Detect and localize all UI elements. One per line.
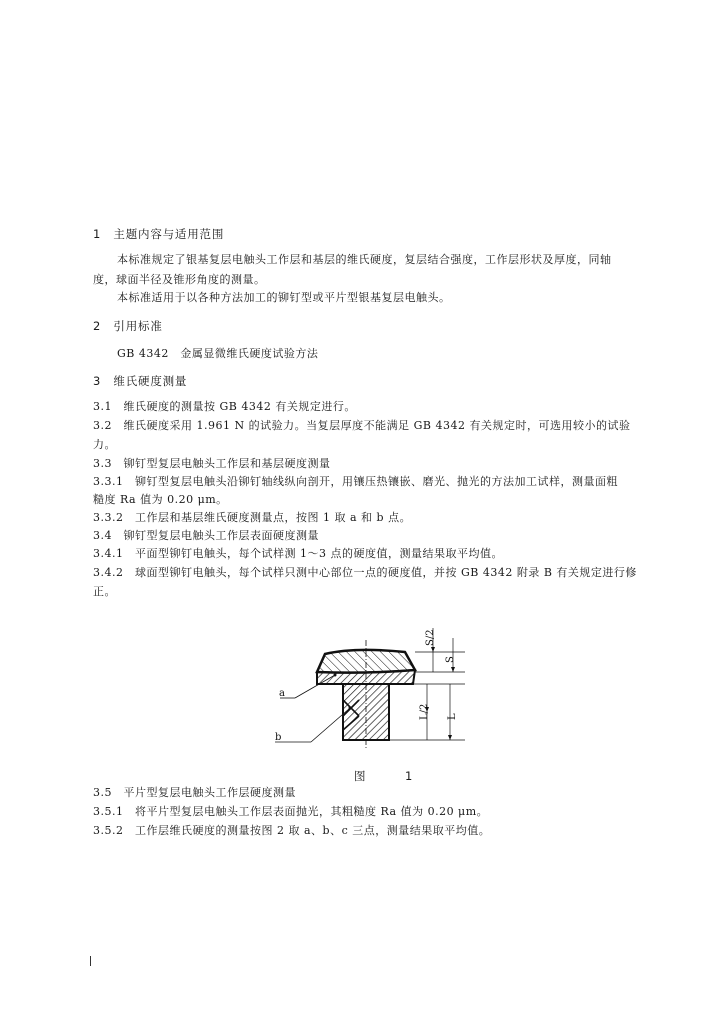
section-1-paragraph-1-line-1: 本标准规定了银基复层电触头工作层和基层的维氏硬度，复层结合强度，工作层形状及厚度，同轴 (117, 253, 612, 266)
label-s-half: S/2 (425, 629, 436, 646)
clause-3-3-1-line-1: 3.3.1 铆钉型复层电触头沿铆钉轴线纵向剖开，用镶压热镶嵌、磨光、抛光的方法加工试样，测量面粗 (93, 475, 618, 488)
clause-3-4-2-line-1: 3.4.2 球面型铆钉电触头，每个试样只测中心部位一点的硬度值，并按 GB 4342 附录 B 有关规定进行修 (93, 566, 637, 579)
section-1-heading: 1 主题内容与适用范围 (93, 227, 225, 241)
clause-3-5-2: 3.5.2 工作层维氏硬度的测量按图 2 取 a、b、c 三点，测量结果取平均值。 (93, 824, 491, 837)
clause-3-4: 3.4 铆钉型复层电触头工作层表面硬度测量 (93, 529, 319, 542)
section-1-paragraph-1-line-2: 度，球面半径及锥形角度的测量。 (93, 273, 266, 286)
section-2-heading: 2 引用标准 (93, 319, 163, 333)
label-l: L (447, 713, 458, 720)
clause-3-2-line-1: 3.2 维氏硬度采用 1.961 N 的试验力。当复层厚度不能满足 GB 4342 有关规定时，可选用较小的试验 (93, 419, 631, 432)
clause-3-3-2: 3.3.2 工作层和基层维氏硬度测量点，按图 1 取 a 和 b 点。 (93, 511, 412, 524)
label-a: a (279, 688, 285, 699)
clause-3-5-1: 3.5.1 将平片型复层电触头工作层表面抛光，其粗糙度 Ra 值为 0.20 μm。 (93, 805, 489, 818)
label-b: b (275, 732, 282, 743)
clause-3-3-1-line-2: 糙度 Ra 值为 0.20 μm。 (93, 493, 228, 506)
section-3-heading: 3 维氏硬度测量 (93, 374, 188, 388)
clause-3-2-line-2: 力。 (93, 438, 116, 451)
section-2-reference: GB 4342 金属显微维氏硬度试验方法 (117, 347, 319, 360)
section-1-paragraph-2: 本标准适用于以各种方法加工的铆钉型或平片型银基复层电触头。 (117, 291, 451, 304)
label-l-half: L/2 (419, 703, 430, 720)
figure-1-rivet-contact-diagram (255, 620, 475, 770)
page-edge-mark (90, 956, 91, 966)
clause-3-5: 3.5 平片型复层电触头工作层硬度测量 (93, 786, 296, 799)
clause-3-1: 3.1 维氏硬度的测量按 GB 4342 有关规定进行。 (93, 400, 356, 413)
label-s: S (445, 656, 456, 663)
figure-1-caption: 图 1 (354, 769, 427, 783)
clause-3-4-2-line-2: 正。 (93, 585, 116, 598)
clause-3-3: 3.3 铆钉型复层电触头工作层和基层硬度测量 (93, 457, 331, 470)
clause-3-4-1: 3.4.1 平面型铆钉电触头，每个试样测 1～3 点的硬度值，测量结果取平均值。 (93, 547, 503, 560)
